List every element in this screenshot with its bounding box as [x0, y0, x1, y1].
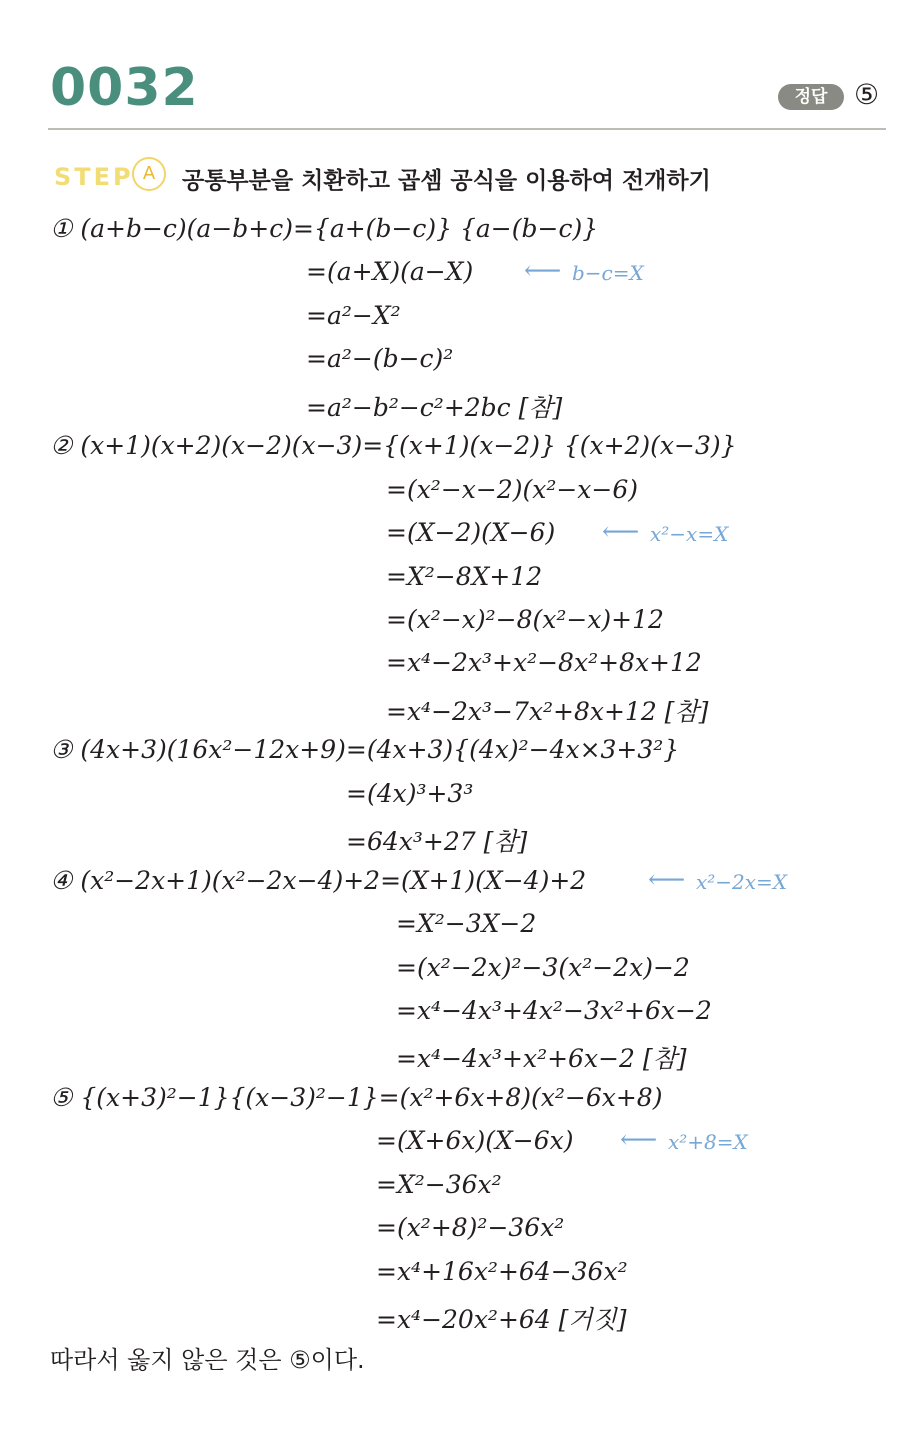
- solution-line-10: =(x²−x)²−8(x²−x)+12: [386, 605, 664, 634]
- solution-line-2: =(a+X)(a−X): [306, 257, 474, 286]
- solution-line-22: =(X+6x)(X−6x): [376, 1126, 574, 1155]
- step-title: 공통부분을 치환하고 곱셈 공식을 이용하여 전개하기: [182, 168, 711, 194]
- conclusion-text: 따라서 옳지 않은 것은 ⑤이다.: [50, 1346, 365, 1374]
- solution-line-25: =x⁴+16x²+64−36x²: [376, 1257, 628, 1286]
- solution-line-14: =(4x)³+3³: [346, 779, 474, 808]
- solution-line-6: ② (x+1)(x+2)(x−2)(x−3)={(x+1)(x−2)} {(x+2)(x−3)}: [50, 431, 737, 460]
- substitution-arrow-icon: ⟵: [524, 256, 562, 286]
- solution-line-8: =(X−2)(X−6): [386, 518, 556, 547]
- substitution-note: x²+8=X: [668, 1130, 748, 1154]
- solution-line-12: =x⁴−2x³−7x²+8x+12 [참]: [386, 697, 709, 726]
- solution-line-15: =64x³+27 [참]: [346, 827, 528, 856]
- substitution-arrow-icon: ⟵: [602, 517, 640, 547]
- substitution-note: x²−2x=X: [696, 870, 788, 894]
- substitution-note: b−c=X: [572, 261, 644, 285]
- solution-line-17: =X²−3X−2: [396, 909, 537, 938]
- solution-line-26: =x⁴−20x²+64 [거짓]: [376, 1305, 627, 1334]
- solution-line-16: ④ (x²−2x+1)(x²−2x−4)+2=(X+1)(X−4)+2: [50, 866, 587, 895]
- substitution-arrow-icon: ⟵: [620, 1125, 658, 1155]
- solution-line-4: =a²−(b−c)²: [306, 344, 454, 373]
- solution-line-3: =a²−X²: [306, 301, 401, 330]
- solution-line-7: =(x²−x−2)(x²−x−6): [386, 475, 639, 504]
- solution-line-9: =X²−8X+12: [386, 562, 543, 591]
- solution-line-20: =x⁴−4x³+x²+6x−2 [참]: [396, 1044, 687, 1073]
- solution-line-24: =(x²+8)²−36x²: [376, 1213, 565, 1242]
- solution-line-18: =(x²−2x)²−3(x²−2x)−2: [396, 953, 690, 982]
- header-divider: [48, 128, 886, 130]
- step-label: STEP: [54, 163, 134, 191]
- solution-line-1: ① (a+b−c)(a−b+c)={a+(b−c)} {a−(b−c)}: [50, 214, 599, 243]
- solution-line-19: =x⁴−4x³+4x²−3x²+6x−2: [396, 996, 712, 1025]
- step-badge: A: [132, 157, 166, 191]
- answer-badge: 정답: [778, 84, 844, 110]
- solution-line-5: =a²−b²−c²+2bc [참]: [306, 393, 563, 422]
- solution-line-13: ③ (4x+3)(16x²−12x+9)=(4x+3){(4x)²−4x×3+3²}: [50, 735, 680, 764]
- problem-number: 0032: [50, 58, 199, 118]
- solution-line-23: =X²−36x²: [376, 1170, 502, 1199]
- solution-line-11: =x⁴−2x³+x²−8x²+8x+12: [386, 648, 702, 677]
- substitution-note: x²−x=X: [650, 522, 729, 546]
- substitution-arrow-icon: ⟵: [648, 865, 686, 895]
- answer-value: ⑤: [854, 78, 880, 111]
- solution-line-21: ⑤ {(x+3)²−1}{(x−3)²−1}=(x²+6x+8)(x²−6x+8): [50, 1083, 663, 1112]
